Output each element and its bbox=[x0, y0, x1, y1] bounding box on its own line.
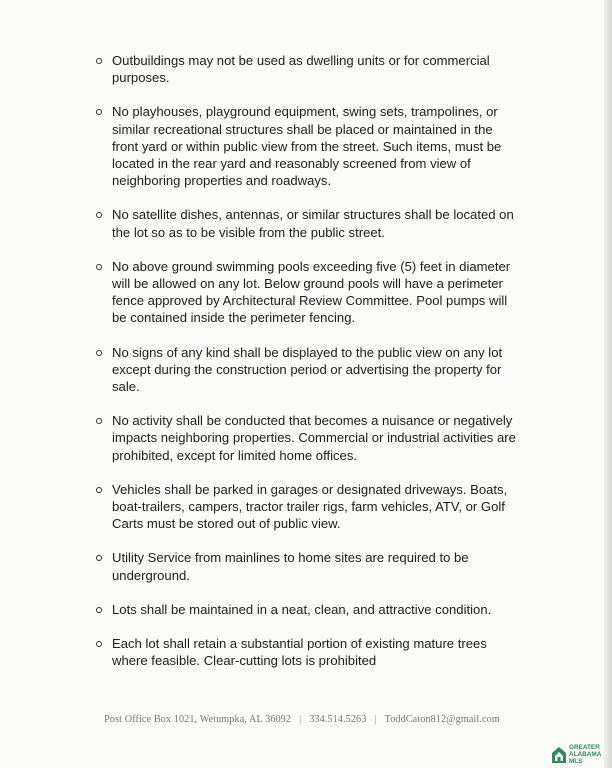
footer-separator: | bbox=[299, 714, 302, 725]
rule-text: No signs of any kind shall be displayed to the public view on any lot except during the construction period or advertising the property for sale. bbox=[112, 344, 503, 395]
rule-text: Each lot shall retain a substantial portion of existing mature trees where feasible. Clear-cutting lots is prohibited bbox=[112, 636, 487, 669]
bullet-icon bbox=[96, 264, 102, 270]
page-edge-shadow bbox=[604, 0, 612, 768]
bullet-icon bbox=[96, 641, 102, 647]
logo-line: GREATER bbox=[569, 744, 600, 751]
bullet-icon bbox=[96, 212, 102, 218]
rules-list bbox=[96, 52, 516, 686]
list-item bbox=[96, 481, 516, 533]
bullet-icon bbox=[96, 418, 102, 424]
rule-text: No satellite dishes, antennas, or similar structures shall be located on the lot so as to be visible from the public street. bbox=[112, 207, 514, 240]
bullet-icon bbox=[96, 109, 102, 115]
rule-text: No playhouses, playground equipment, swing sets, trampolines, or similar recreational structures shall be placed or maintained in the front yard or within public view from the street. Such items, must be located in the rear yard and reasonably screened from view of neighboring properties and roadways. bbox=[112, 104, 502, 189]
page-footer bbox=[0, 714, 604, 725]
list-item bbox=[96, 258, 516, 327]
rule-text: Vehicles shall be parked in garages or designated driveways. Boats, boat-trailers, campers, tractor trailer rigs, farm vehicles, ATV, or Golf Carts must be stored out of public view. bbox=[112, 481, 508, 532]
bullet-icon bbox=[96, 607, 102, 613]
rule-text: Lots shall be maintained in a neat, clean, and attractive condition. bbox=[112, 601, 492, 617]
rule-text: No above ground swimming pools exceeding five (5) feet in diameter will be allowed on any lot. Below ground pools will have a perimeter fence approved by Architectural Review Committee. Pool pumps will be contained inside the perimeter fencing. bbox=[112, 258, 511, 326]
list-item bbox=[96, 103, 516, 189]
bullet-icon bbox=[96, 555, 102, 561]
footer-address: Post Office Box 1021, Wetumpka, AL 36092 bbox=[104, 714, 292, 725]
list-item bbox=[96, 206, 516, 240]
rule-text: Outbuildings may not be used as dwelling units or for commercial purposes. bbox=[112, 53, 490, 86]
rule-text: No activity shall be conducted that becomes a nuisance or negatively impacts neighboring properties. Commercial or industrial activities are prohibited, except for limited home offices. bbox=[112, 413, 516, 463]
footer-phone: 334.514.5263 bbox=[309, 714, 367, 725]
list-item bbox=[96, 344, 516, 396]
list-item bbox=[96, 52, 516, 86]
logo-line: ALABAMA bbox=[569, 751, 602, 759]
list-item bbox=[96, 412, 516, 464]
logo-text bbox=[569, 744, 611, 766]
bullet-icon bbox=[96, 487, 102, 493]
greater-alabama-mls-logo bbox=[551, 744, 611, 766]
list-item bbox=[96, 549, 516, 583]
list-item bbox=[96, 635, 516, 669]
bullet-icon bbox=[96, 350, 102, 356]
footer-separator: | bbox=[374, 714, 377, 725]
list-item bbox=[96, 601, 516, 618]
bullet-icon bbox=[96, 58, 102, 64]
house-logo-icon bbox=[551, 746, 567, 764]
footer-email: ToddCaton812@gmail.com bbox=[384, 714, 500, 725]
rule-text: Utility Service from mainlines to home sites are required to be underground. bbox=[112, 550, 469, 583]
logo-line: MLS bbox=[569, 758, 583, 766]
